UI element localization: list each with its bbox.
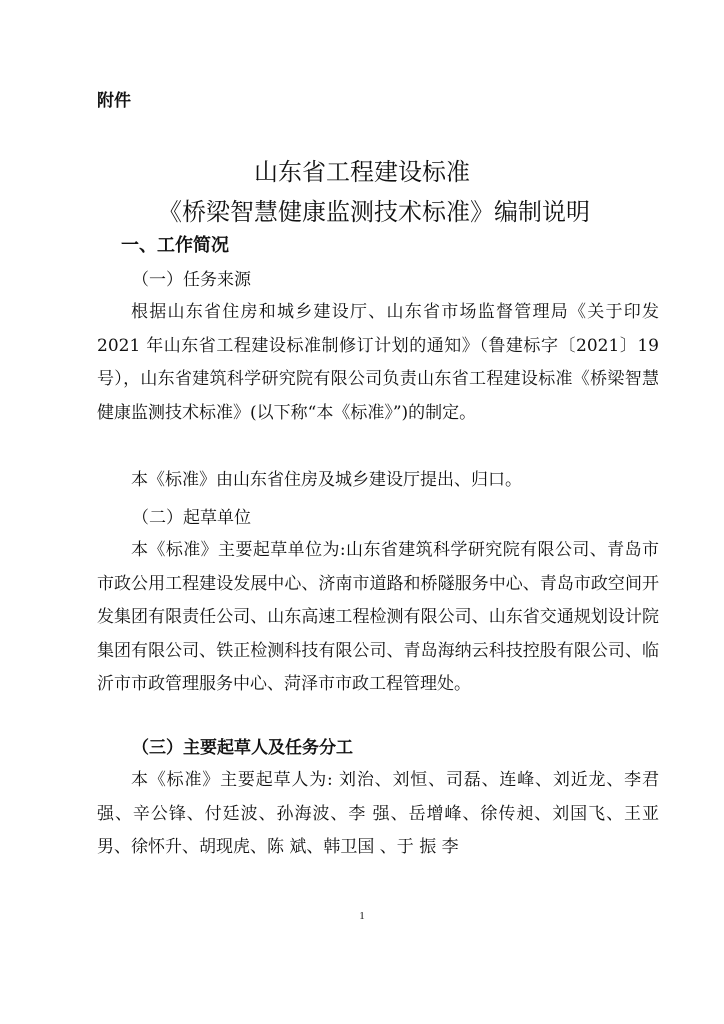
- subsection-heading-drafters: （三）主要起草人及任务分工: [132, 738, 353, 758]
- paragraph-task-source: 根据山东省住房和城乡建设厅、山东省市场监督管理局《关于印发 2021 年山东省工程建设标准制修订计划的通知》（鲁建标字〔2021〕19 号），山东省建筑科学研究院有限公司负责山东省工程建设标准《桥梁智慧健康监测技术标准》(以下称“本《标准》”)的制定。: [97, 302, 659, 423]
- document-title-line2: 《桥梁智慧健康监测技术标准》编制说明: [158, 198, 590, 226]
- section-heading-work-overview: 一、工作简况: [121, 235, 229, 256]
- attachment-label: 附件: [97, 91, 131, 111]
- paragraph-drafting-units: 本《标准》主要起草单位为:山东省建筑科学研究院有限公司、青岛市市政公用工程建设发展中心、济南市道路和桥隧服务中心、青岛市政空间开发集团有限责任公司、山东高速工程检测有限公司、山东省交通规划设计院集团有限公司、铁正检测科技有限公司、青岛海纳云科技控股有限公司、临沂市市政管理服务中心、菏泽市市政工程管理处。: [97, 540, 659, 694]
- subsection-heading-drafting-units: （二）起草单位: [132, 508, 251, 528]
- subsection-heading-task-source: （一）任务来源: [132, 270, 251, 290]
- page-number: 1: [359, 910, 365, 922]
- document-title-line1: 山东省工程建设标准: [254, 158, 470, 186]
- paragraph-drafters: 本《标准》主要起草人为: 刘治、刘恒、司磊、连峰、刘近龙、李君强、辛公锋、付廷波、孙海波、李 强、岳增峰、徐传昶、刘国飞、王亚男、徐怀升、胡现虎、陈 斌、韩卫国 、于 振 李: [97, 770, 659, 857]
- paragraph-authority: 本《标准》由山东省住房及城乡建设厅提出、归口。: [131, 470, 522, 490]
